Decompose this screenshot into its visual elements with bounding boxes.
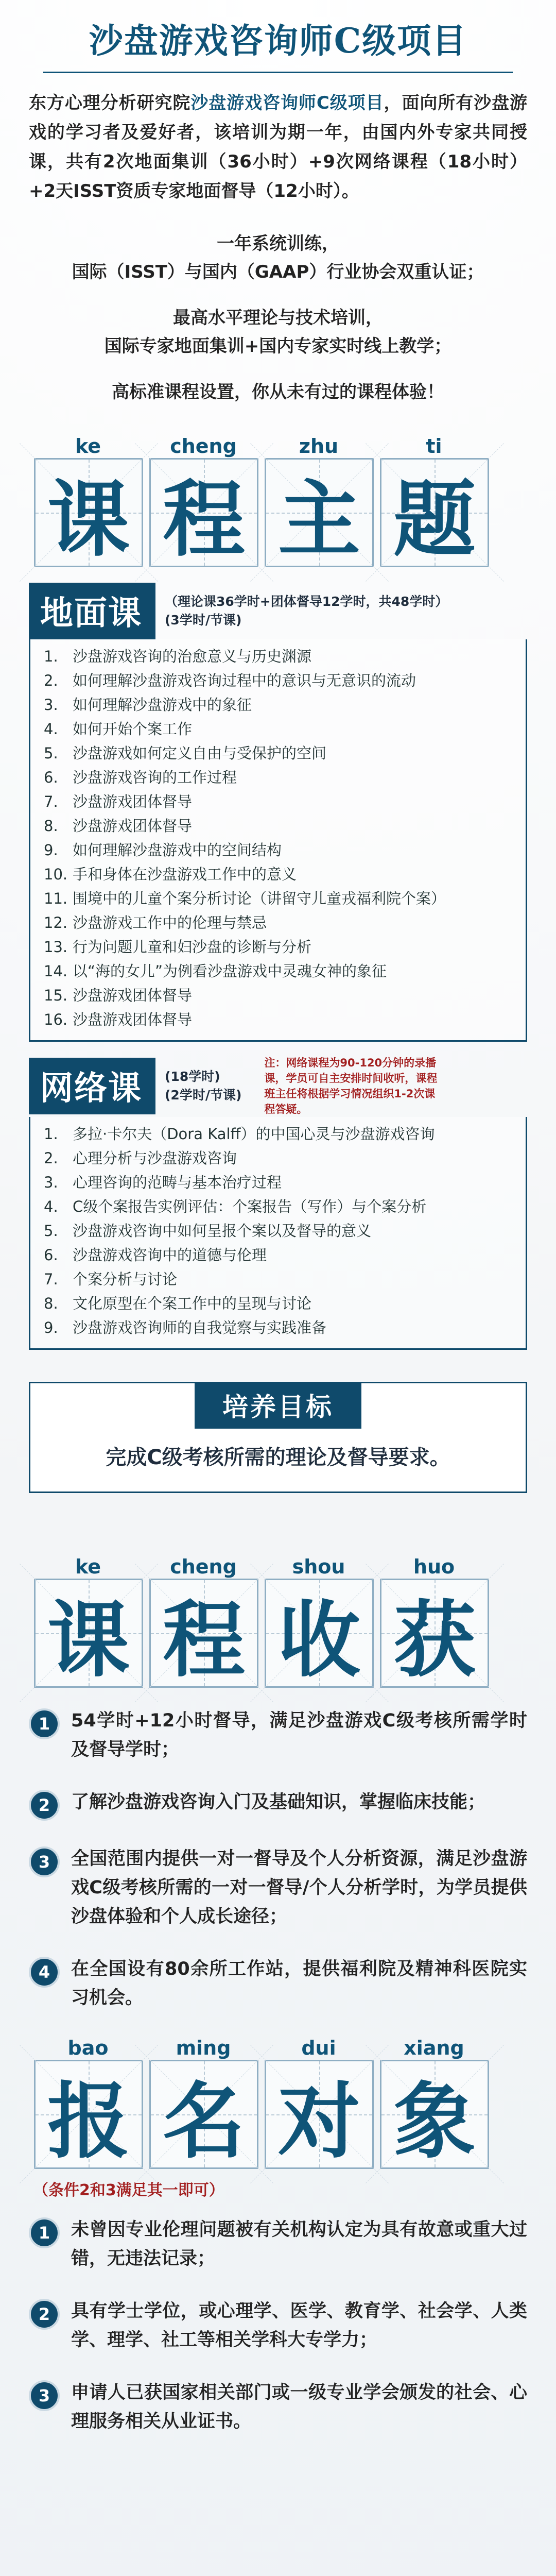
ground-course-item bbox=[30, 1008, 526, 1032]
ground-course-item bbox=[30, 935, 526, 959]
ground-course-item bbox=[30, 766, 526, 790]
course-gain-number-badge: 3 bbox=[29, 1846, 60, 1877]
enrollment-target-list bbox=[29, 2215, 527, 2436]
heading-course-theme bbox=[34, 434, 527, 567]
ground-course-item bbox=[30, 984, 526, 1008]
online-course-item bbox=[30, 1195, 526, 1219]
online-course-item-text: 心理咨询的范畴与基本治疗过程 bbox=[73, 1174, 282, 1191]
heading-char: 收 bbox=[277, 1591, 360, 1688]
ground-course-item-number: 16. bbox=[44, 1011, 68, 1028]
heading-pinyin: ke bbox=[75, 1555, 101, 1578]
ground-course-item bbox=[30, 959, 526, 984]
online-course-item-number: 7. bbox=[44, 1270, 58, 1288]
highlights bbox=[29, 230, 527, 406]
heading-char-box bbox=[149, 458, 258, 567]
ground-course-item bbox=[30, 669, 526, 693]
online-course-item-number: 9. bbox=[44, 1319, 58, 1336]
online-course-item-number: 8. bbox=[44, 1295, 58, 1312]
heading-char: 名 bbox=[162, 2073, 245, 2170]
heading-char: 程 bbox=[162, 1591, 245, 1688]
ground-course-per-class: (3学时/节课) bbox=[165, 613, 242, 628]
enrollment-target-number-badge: 2 bbox=[29, 2299, 60, 2330]
course-gain-number-badge: 4 bbox=[29, 1957, 60, 1988]
online-course-item-text: 心理分析与沙盘游戏咨询 bbox=[73, 1149, 237, 1167]
ground-course-item-number: 2. bbox=[44, 672, 58, 689]
ground-course-list bbox=[29, 639, 527, 1042]
course-gain-text: 在全国设有80余所工作站，提供福利院及精神科医院实习机会。 bbox=[71, 1959, 527, 2008]
highlight-block bbox=[29, 304, 527, 361]
online-course-header bbox=[29, 1055, 527, 1117]
heading-char-cell bbox=[34, 2036, 142, 2169]
enrollment-target-text: 具有学士学位，或心理学、医学、教育学、社会学、人类学、理学、社工等相关学科大专学力； bbox=[71, 2301, 527, 2350]
ground-course-item-text: 沙盘游戏团体督导 bbox=[73, 987, 193, 1004]
training-goal-text: 完成C级考核所需的理论及督导要求。 bbox=[106, 1446, 450, 1469]
online-course-item-number: 6. bbox=[44, 1246, 58, 1264]
heading-pinyin: cheng bbox=[170, 435, 237, 457]
online-course-list bbox=[29, 1117, 527, 1350]
ground-course-item-text: 如何理解沙盘游戏中的象征 bbox=[73, 696, 252, 714]
title-divider bbox=[43, 72, 513, 73]
enrollment-target-row bbox=[29, 2297, 527, 2354]
ground-course-item-number: 9. bbox=[44, 841, 58, 859]
highlight-line: 一年系统训练， bbox=[217, 233, 339, 254]
ground-course-item bbox=[30, 645, 526, 669]
training-goal-heading: 培养目标 bbox=[195, 1382, 361, 1429]
course-gain-row bbox=[29, 1844, 527, 1931]
heading-pinyin: ti bbox=[426, 435, 442, 457]
ground-course-item-number: 8. bbox=[44, 817, 58, 835]
heading-char-cell bbox=[265, 1555, 373, 1688]
ground-course-item-text: 如何理解沙盘游戏中的空间结构 bbox=[73, 841, 282, 859]
ground-course-item-text: 沙盘游戏咨询的工作过程 bbox=[73, 769, 237, 786]
online-course-side-note: 注：网络课程为90-120分钟的录播课，学员可自主安排时间收听，课程班主任将根据学习情况组织1-2次课程答疑。 bbox=[264, 1057, 438, 1115]
online-course-item bbox=[30, 1316, 526, 1340]
ground-course-item-number: 11. bbox=[44, 890, 68, 907]
heading-char-box bbox=[265, 2060, 374, 2169]
ground-course-item-number: 5. bbox=[44, 744, 58, 762]
online-course-hours: (18学时) bbox=[165, 1069, 220, 1084]
ground-course-item-text: 沙盘游戏团体督导 bbox=[73, 1011, 193, 1028]
highlight-line: 国际（ISST）与国内（GAAP）行业协会双重认证； bbox=[72, 262, 484, 282]
heading-char: 象 bbox=[393, 2073, 476, 2170]
ground-course-item-text: 沙盘游戏团体督导 bbox=[73, 817, 193, 835]
heading-char-box bbox=[380, 1579, 489, 1688]
online-course-item bbox=[30, 1122, 526, 1146]
online-course-tag: 网络课 bbox=[29, 1058, 155, 1114]
course-gain-text: 全国范围内提供一对一督导及个人分析资源，满足沙盘游戏C级考核所需的一对一督导/个人分析学时，为学员提供沙盘体验和个人成长途径； bbox=[71, 1849, 527, 1927]
ground-course-tag: 地面课 bbox=[29, 583, 155, 639]
ground-course-header bbox=[29, 583, 527, 639]
course-gain-text: 54学时+12小时督导，满足沙盘游戏C级考核所需学时及督导学时； bbox=[71, 1710, 527, 1760]
online-course-item-number: 5. bbox=[44, 1222, 58, 1240]
ground-course-item bbox=[30, 838, 526, 862]
ground-course-item-number: 1. bbox=[44, 648, 58, 665]
course-gain-text: 了解沙盘游戏咨询入门及基础知识，掌握临床技能； bbox=[71, 1792, 486, 1812]
heading-pinyin: dui bbox=[301, 2037, 336, 2059]
online-course-note bbox=[165, 1067, 241, 1105]
intro-post: ，面向所有沙盘游戏的学习者及爱好者，该培训为期一年，由国内外专家共同授课，共有2次地面集训（36小时）+9次网络课程（18小时）+2天ISST资质专家地面督导（12小时）。 bbox=[29, 93, 528, 201]
ground-course-item-number: 3. bbox=[44, 696, 58, 714]
ground-course-item bbox=[30, 862, 526, 887]
heading-char-cell bbox=[380, 434, 488, 567]
ground-course-item bbox=[30, 911, 526, 935]
heading-pinyin: bao bbox=[67, 2037, 109, 2059]
enrollment-condition-note: （条件2和3满足其一即可） bbox=[33, 2181, 224, 2199]
heading-char-cell bbox=[149, 1555, 257, 1688]
ground-course-item bbox=[30, 790, 526, 814]
heading-char: 程 bbox=[162, 471, 245, 568]
heading-course-gains bbox=[34, 1555, 527, 1688]
course-gain-row bbox=[29, 1788, 527, 1821]
intro-paragraph bbox=[29, 89, 527, 206]
ground-course-section bbox=[29, 583, 527, 1042]
ground-course-item-number: 13. bbox=[44, 938, 68, 956]
online-course-section bbox=[29, 1055, 527, 1350]
heading-char: 获 bbox=[393, 1591, 476, 1688]
heading-char: 主 bbox=[277, 471, 360, 568]
ground-course-item-text: 如何开始个案工作 bbox=[73, 720, 193, 738]
ground-course-item-text: 沙盘游戏团体督导 bbox=[73, 793, 193, 810]
heading-char-cell bbox=[380, 2036, 488, 2169]
enrollment-target-row bbox=[29, 2215, 527, 2273]
heading-char-box bbox=[149, 2060, 258, 2169]
intro-accent: 沙盘游戏咨询师C级项目 bbox=[190, 93, 384, 113]
ground-course-item bbox=[30, 887, 526, 911]
course-gain-row bbox=[29, 1706, 527, 1764]
enrollment-target-number-badge: 1 bbox=[29, 2217, 60, 2248]
highlight-line: 高标准课程设置，你从未有过的课程体验！ bbox=[112, 382, 444, 402]
ground-course-note bbox=[165, 592, 448, 630]
ground-course-item bbox=[30, 693, 526, 717]
heading-char-cell bbox=[149, 2036, 257, 2169]
heading-char-cell bbox=[34, 1555, 142, 1688]
enrollment-target-row bbox=[29, 2378, 527, 2436]
highlight-line: 最高水平理论与技术培训， bbox=[173, 308, 383, 328]
heading-char: 报 bbox=[47, 2073, 130, 2170]
online-course-item bbox=[30, 1267, 526, 1292]
heading-char-cell bbox=[34, 434, 142, 567]
heading-pinyin: ke bbox=[75, 435, 101, 457]
online-course-item-text: 沙盘游戏咨询中如何呈报个案以及督导的意义 bbox=[73, 1222, 372, 1240]
heading-char-cell bbox=[265, 434, 373, 567]
ground-course-item-number: 7. bbox=[44, 793, 58, 810]
ground-course-item-text: 沙盘游戏咨询的治愈意义与历史渊源 bbox=[73, 648, 312, 665]
online-course-item-text: 沙盘游戏咨询师的自我觉察与实践准备 bbox=[73, 1319, 327, 1336]
heading-char-box bbox=[380, 458, 489, 567]
heading-char-cell bbox=[149, 434, 257, 567]
heading-enrollment-target bbox=[34, 2036, 527, 2169]
heading-char-cell bbox=[380, 1555, 488, 1688]
heading-pinyin: zhu bbox=[299, 435, 339, 457]
ground-course-item-number: 15. bbox=[44, 987, 68, 1004]
highlight-line: 国际专家地面集训+国内专家实时线上教学； bbox=[104, 336, 452, 357]
page-title: 沙盘游戏咨询师C级项目 bbox=[89, 21, 467, 61]
enrollment-target-number-badge: 3 bbox=[29, 2380, 60, 2411]
online-course-item-number: 2. bbox=[44, 1149, 58, 1167]
heading-char-box bbox=[265, 458, 374, 567]
heading-char: 课 bbox=[47, 1591, 130, 1688]
ground-course-item-number: 14. bbox=[44, 962, 68, 980]
enrollment-target-text: 申请人已获国家相关部门或一级专业学会颁发的社会、心理服务相关从业证书。 bbox=[71, 2382, 527, 2432]
training-goal-box bbox=[29, 1382, 527, 1493]
ground-course-item-number: 4. bbox=[44, 720, 58, 738]
online-course-item bbox=[30, 1219, 526, 1243]
heading-char: 对 bbox=[277, 2073, 360, 2170]
heading-pinyin: cheng bbox=[170, 1555, 237, 1578]
online-course-item-text: 个案分析与讨论 bbox=[73, 1270, 178, 1288]
ground-course-item-number: 12. bbox=[44, 914, 68, 931]
course-gains-list bbox=[29, 1706, 527, 2012]
course-gain-number-badge: 2 bbox=[29, 1790, 60, 1821]
heading-char: 课 bbox=[47, 471, 130, 568]
heading-pinyin: ming bbox=[176, 2037, 231, 2059]
heading-char-box bbox=[34, 1579, 143, 1688]
highlight-block bbox=[29, 378, 527, 406]
heading-pinyin: shou bbox=[292, 1555, 345, 1578]
heading-char-box bbox=[149, 1579, 258, 1688]
intro-pre: 东方心理分析研究院 bbox=[29, 93, 191, 113]
online-course-item-number: 1. bbox=[44, 1125, 58, 1143]
ground-course-hours: （理论课36学时+团体督导12学时，共48学时） bbox=[165, 594, 448, 609]
ground-course-item-number: 6. bbox=[44, 769, 58, 786]
enrollment-target-text: 未曾因专业伦理问题被有关机构认定为具有故意或重大过错，无违法记录； bbox=[71, 2219, 527, 2269]
heading-char-box bbox=[265, 1579, 374, 1688]
online-course-item-number: 3. bbox=[44, 1174, 58, 1191]
heading-char: 题 bbox=[393, 471, 476, 568]
ground-course-item-number: 10. bbox=[44, 866, 68, 883]
online-course-item bbox=[30, 1171, 526, 1195]
ground-course-item bbox=[30, 717, 526, 741]
online-course-item bbox=[30, 1146, 526, 1171]
course-gain-row bbox=[29, 1955, 527, 2012]
ground-course-item-text: 沙盘游戏如何定义自由与受保护的空间 bbox=[73, 744, 327, 762]
heading-pinyin: huo bbox=[413, 1555, 455, 1578]
heading-char-box bbox=[34, 458, 143, 567]
online-course-per-class: (2学时/节课) bbox=[165, 1088, 242, 1103]
ground-course-item-text: 行为问题儿童和妇沙盘的诊断与分析 bbox=[73, 938, 312, 956]
ground-course-item-text: 围境中的儿童个案分析讨论（讲留守儿童戎福利院个案） bbox=[73, 890, 446, 907]
highlight-block bbox=[29, 230, 527, 286]
online-course-item bbox=[30, 1243, 526, 1267]
ground-course-item-text: 如何理解沙盘游戏咨询过程中的意识与无意识的流动 bbox=[73, 672, 416, 689]
online-course-item-text: C级个案报告实例评估：个案报告（写作）与个案分析 bbox=[73, 1198, 427, 1215]
online-course-item-text: 文化原型在个案工作中的呈现与讨论 bbox=[73, 1295, 312, 1312]
heading-char-box bbox=[380, 2060, 489, 2169]
ground-course-item bbox=[30, 741, 526, 766]
heading-char-cell bbox=[265, 2036, 373, 2169]
title-area bbox=[29, 0, 527, 73]
online-course-item-number: 4. bbox=[44, 1198, 58, 1215]
ground-course-item bbox=[30, 814, 526, 838]
course-gain-number-badge: 1 bbox=[29, 1708, 60, 1739]
ground-course-item-text: 手和身体在沙盘游戏工作中的意义 bbox=[73, 866, 297, 883]
online-course-item-text: 沙盘游戏咨询中的道德与伦理 bbox=[73, 1246, 267, 1264]
heading-char-box bbox=[34, 2060, 143, 2169]
ground-course-item-text: 以“海的女儿”为例看沙盘游戏中灵魂女神的象征 bbox=[73, 962, 387, 980]
heading-pinyin: xiang bbox=[404, 2037, 464, 2059]
ground-course-item-text: 沙盘游戏工作中的伦理与禁忌 bbox=[73, 914, 267, 931]
online-course-item bbox=[30, 1292, 526, 1316]
online-course-item-text: 多拉·卡尔夫（Dora Kalff）的中国心灵与沙盘游戏咨询 bbox=[73, 1125, 435, 1143]
